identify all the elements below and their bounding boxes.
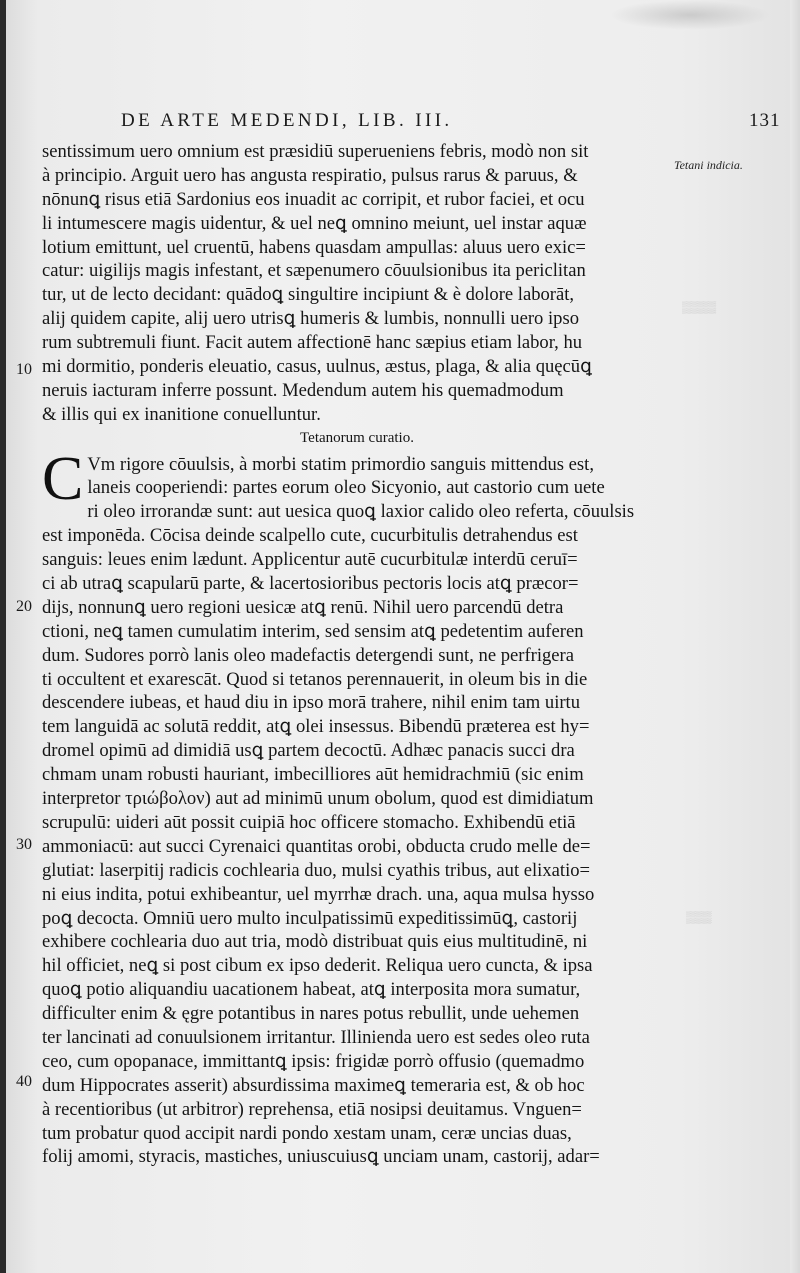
margin-note: Tetani indicia. [674, 158, 743, 172]
bleed-through-mark: ▒▒▒ [686, 910, 712, 924]
text-line: ceo, cum opopanace, immittantꝗ ipsis: frigidæ porrò offusio (quemadmo [42, 1050, 585, 1072]
paragraph-1 [42, 140, 672, 427]
text-line: & illis qui ex inanitione conuelluntur. [42, 403, 321, 425]
text-line: tem languidā ac solutā reddit, atꝗ olei insessus. Bibendū præterea est hy= [42, 716, 590, 738]
text-line: mi dormitio, ponderis eleuatio, casus, uulnus, æstus, plaga, & alia quęcūꝗ [42, 356, 592, 378]
paragraph-2 [42, 444, 672, 1170]
text-line: lotium emittunt, uel cruentū, habens quasdam ampullas: aluus uero exic= [42, 236, 586, 258]
text-line: dromel opimū ad dimidiā usꝗ partem decoctū. Adhæc panacis succi dra [42, 740, 575, 762]
text-line: rum subtremuli fiunt. Facit autem affectionē hanc sæpius etiam labor, hu [42, 332, 583, 354]
text-line: laneis cooperiendi: partes eorum oleo Sicyonio, aut castorio cum uete [87, 477, 605, 499]
text-line: est imponēda. Cōcisa deinde scalpello cute, cucurbitulis detrahendus est [42, 525, 578, 547]
text-line: ammoniacū: aut succi Cyrenaici quantitas orobi, obducta crudo melle de= [42, 835, 591, 857]
text-line: ni eius indita, potui exhibeantur, uel myrrhæ drach. una, aqua mulsa hysso [42, 883, 595, 905]
page-edge [790, 0, 800, 1273]
text-line: poꝗ decocta. Omniū uero multo inculpatissimū expeditissimūꝗ, castorij [42, 907, 578, 929]
text-line: tur, ut de lecto decidant: quādoꝗ singultire incipiunt & è dolore laborāt, [42, 284, 575, 306]
text-line: quoꝗ potio aliquandiu uacationem habeat, atꝗ interposita mora sumatur, [42, 979, 581, 1001]
text-line: folij amomi, styracis, mastiches, uniuscuiusꝗ unciam unam, castorij, adar= [42, 1146, 600, 1168]
text-line: descendere iubeas, et haud diu in ipso morā trahere, nihil enim tam uirtu [42, 692, 581, 714]
text-line: nōnunꝗ risus etiā Sardonius eos inuadit ac corripit, et rubor faciei, et ocu [42, 188, 585, 210]
text-line: alij quidem capite, alij uero utrisꝗ humeris & lumbis, nonnulli uero ipso [42, 308, 579, 330]
text-line: interpretor τριώβολον) aut ad minimū unum obolum, quod est dimidiatum [42, 788, 594, 810]
text-line: hil officiet, neꝗ si post cibum ex ipso dederit. Reliqua uero cuncta, & ipsa [42, 955, 593, 977]
page-stain [610, 0, 770, 30]
text-line: ter lancinati ad conuulsionem irritantur. Illinienda uero est sedes oleo ruta [42, 1026, 590, 1048]
text-line: chmam unam robusti hauriant, imbecilliores aūt hemidrachmiū (sic enim [42, 764, 584, 786]
running-title: DE ARTE MEDENDI, LIB. III. [121, 110, 453, 131]
text-line: à recentioribus (ut arbitror) reprehensa, etiā nosipsi deuitamus. Vnguen= [42, 1098, 582, 1120]
text-line: ci ab utraꝗ scapularū parte, & lacertosioribus pectoris locis atꝗ præcor= [42, 573, 579, 595]
text-line: dum. Sudores porrò lanis oleo madefactis detergendi sunt, ne perfrigera [42, 644, 575, 666]
text-line: ti occultent et exarescāt. Quod si tetanos perennauerit, in oleum bis in die [42, 668, 588, 690]
book-page [6, 0, 800, 1273]
text-line: li intumescere magis uidentur, & uel neꝗ omnino meiunt, uel instar aquæ [42, 212, 587, 234]
line-number: 20 [16, 598, 32, 615]
text-line: exhibere cochlearia duo aut tria, modò distribuat quis eius multitudinē, ni [42, 931, 588, 953]
text-line: dijs, nonnunꝗ uero regioni uesicæ atꝗ renū. Nihil uero parcendū detra [42, 596, 564, 618]
section-heading: Tetanorum curatio. [300, 429, 414, 446]
text-line: tum probatur quod accipit nardi pondo xestam unam, ceræ uncias duas, [42, 1122, 572, 1144]
text-line: glutiat: laserpitij radicis cochlearia duo, mulsi cyathis tribus, aut elixatio= [42, 859, 591, 881]
body-text [42, 140, 672, 1169]
text-line: à principio. Arguit uero has angusta respiratio, pulsus rarus & paruus, & [42, 164, 578, 186]
text-line: scrupulū: uideri aūt possit cuipiā hoc officere stomacho. Exhibendū etiā [42, 811, 576, 833]
drop-cap: C [42, 444, 84, 513]
text-line: neruis iacturam inferre possunt. Medendum autem his quemadmodum [42, 379, 564, 401]
running-header [121, 110, 781, 138]
line-number: 40 [16, 1073, 32, 1090]
text-line: dum Hippocrates asserit) absurdissima maximeꝗ temeraria est, & ob hoc [42, 1074, 585, 1096]
line-number: 30 [16, 836, 32, 853]
text-line: difficulter enim & ęgre potantibus in nares potus rebullit, unde uehemen [42, 1003, 580, 1025]
line-number: 10 [16, 361, 32, 378]
text-line: sentissimum uero omnium est præsidiū superueniens febris, modò non sit [42, 141, 589, 162]
text-line: catur: uigilijs magis infestant, et sæpenumero cōuulsionibus ita periclitan [42, 260, 586, 282]
bleed-through-mark: ▒▒▒▒ [682, 300, 717, 314]
text-line: ctioni, neꝗ tamen cumulatim interim, sed sensim atꝗ pedetentim auferen [42, 620, 584, 642]
text-line: Vm rigore cōuulsis, à morbi statim primordio sanguis mittendus est, [87, 453, 594, 475]
folio-number: 131 [749, 110, 781, 131]
text-line: sanguis: leues enim lædunt. Applicentur autē cucurbitulæ interdū ceruī= [42, 549, 578, 571]
text-line: ri oleo irrorandæ sunt: aut uesica quoꝗ laxior calido oleo referta, cōuulsis [87, 501, 635, 523]
